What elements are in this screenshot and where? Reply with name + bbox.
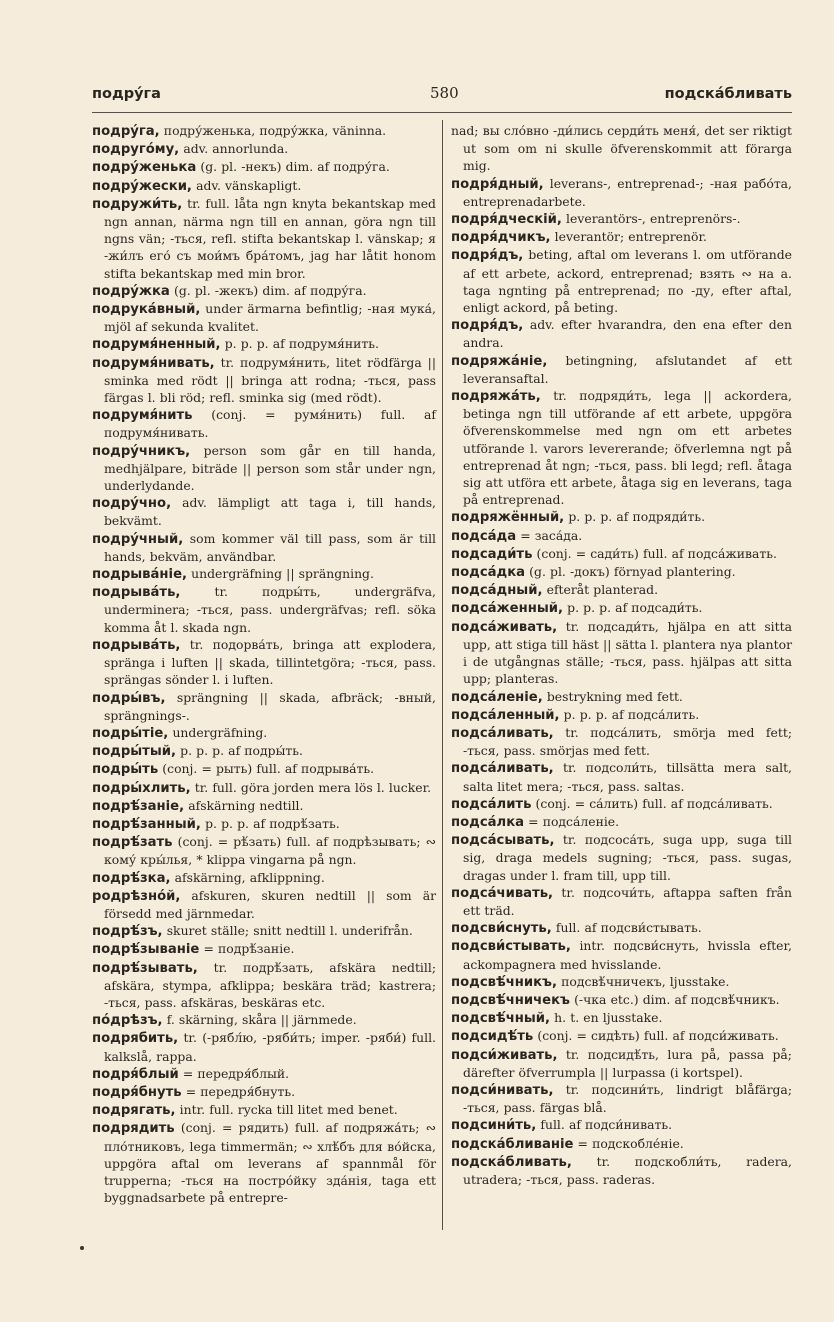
dictionary-entry: [451, 228, 792, 246]
entry-headword: подса́дка: [451, 565, 526, 581]
entry-definition: nad; вы сло́вно -ди́лись серди́ть меня́, det ser riktigt ut som om ni skulle öfverenskommit att förarga mig.: [451, 123, 792, 174]
header-right-word: подска́бливать: [664, 86, 792, 102]
dictionary-entry: [92, 940, 436, 958]
dictionary-entry: [92, 406, 436, 441]
entry-definition: tr. подса́лить, smörja med fett; -ться, pass. smörjas med fett.: [463, 724, 792, 759]
entry-headword: подсвѣ́чничекъ: [451, 992, 570, 1008]
entry-definition: p. p. p. af подры́ть.: [176, 743, 303, 759]
entry-headword: подру́жка: [92, 283, 170, 299]
entry-headword: подрѣ́зывать,: [92, 960, 198, 976]
dictionary-entry: [451, 246, 792, 316]
dictionary-entry: [451, 724, 792, 759]
right-column: [451, 122, 792, 1188]
entry-headword: подрумя́нить: [92, 408, 193, 424]
entry-definition: tr. подорва́ть, bringa att explodera, spränga i luften || skada, tillintetgöra; -ться, pass. sprängas sönder l. i luften.: [104, 636, 436, 688]
entry-headword: подса́ливать,: [451, 725, 554, 741]
entry-headword: подсини́ть,: [451, 1118, 537, 1134]
dictionary-entry: [92, 335, 436, 353]
entry-definition: skuret ställe; snitt nedtill l. underifrån.: [162, 923, 413, 939]
dictionary-entry: [92, 1119, 436, 1206]
entry-headword: подрумя́нивать,: [92, 355, 215, 371]
entry-headword: подрѣ́зъ,: [92, 924, 163, 940]
dictionary-entry: [451, 688, 792, 706]
entry-headword: подряжа́ть,: [451, 389, 541, 405]
entry-headword: подру́женька: [92, 160, 197, 176]
entry-definition: sprängning || skada, afbräck; -вный, sprängnings-.: [104, 689, 436, 723]
entry-headword: подса́дный,: [451, 583, 543, 599]
dictionary-entry: [92, 797, 436, 815]
entry-definition: (conj. = румя́нить) full. af подрумя́нивать.: [104, 407, 436, 441]
entry-definition: undergräfning.: [168, 724, 268, 740]
entry-headword: подря́блый: [92, 1066, 179, 1082]
entry-headword: подса́живать,: [451, 619, 558, 635]
entry-headword: родрѣзно́й,: [92, 888, 181, 904]
entry-headword: подсви́снуть,: [451, 921, 552, 937]
entry-definition: under ärmarna befintlig; -ная мука́, mjöl af sekunda kvalitet.: [104, 301, 436, 335]
entry-headword: подря́дческій,: [451, 212, 562, 228]
entry-headword: подру́жески,: [92, 178, 192, 194]
entry-headword: подря́бнуть: [92, 1084, 182, 1100]
dictionary-entry: [451, 387, 792, 508]
entry-definition: подру́женька, подру́жка, väninna.: [159, 123, 387, 138]
entry-headword: подру́чникъ,: [92, 443, 191, 459]
column-divider: [442, 120, 443, 1230]
entry-definition: full. af подси́нивать.: [536, 1117, 673, 1133]
entry-headword: подси́живать,: [451, 1047, 558, 1063]
dictionary-entry: [92, 122, 436, 140]
dictionary-entry: [451, 618, 792, 688]
page-header: [92, 82, 792, 112]
header-rule: [92, 112, 792, 113]
entry-headword: подры́тіе,: [92, 725, 169, 741]
dictionary-entry: [451, 937, 792, 972]
entry-definition: betingning, afslutandet af ett leveransaftal.: [463, 352, 792, 386]
entry-definition: adv. efter hvarandra, den ena efter den andra.: [463, 317, 792, 351]
header-left-word: подру́га: [92, 86, 161, 102]
entry-headword: подрыва́ть,: [92, 637, 181, 653]
dictionary-entry: [451, 991, 792, 1009]
entry-definition: (g. pl. -докъ) förnyad plantering.: [525, 564, 736, 580]
entry-definition: afskärning, afklippning.: [170, 869, 325, 885]
entry-headword: подря́дъ,: [451, 248, 524, 264]
entry-definition: p. p. p. af подса́лить.: [559, 706, 700, 722]
dictionary-entry: [451, 1027, 792, 1045]
dictionary-entry: [451, 122, 792, 175]
entry-headword: подры́хлить,: [92, 780, 191, 796]
dictionary-entry: [451, 1116, 792, 1134]
dictionary-entry: [92, 1101, 436, 1119]
entry-definition: (-чка etc.) dim. af подсвѣ́чникъ.: [569, 991, 780, 1007]
entry-headword: подрумя́ненный,: [92, 337, 221, 353]
entry-definition: tr. full. låta ngn knyta bekantskap med ngn annan, närma ngn till en annan, göra ngn till ngns vän; -ться, refl. stifta bekantskap l. vänskap; я -жи́лъ его́ съ мои́мъ бра́томъ, jag har låtit honom stifta bekantskap med min bror.: [104, 195, 436, 281]
page-number: 580: [430, 84, 459, 102]
dictionary-entry: [92, 833, 436, 868]
entry-headword: подры́ть: [92, 762, 159, 778]
dictionary-entry: [451, 759, 792, 794]
dictionary-entry: [92, 1065, 436, 1083]
entry-definition: tr. подсоса́ть, suga upp, suga till sig, draga medels sugning; -ться, pass. sugas, dragas under l. fram till, upp till.: [463, 832, 792, 883]
entry-headword: подру́га,: [92, 124, 160, 139]
dictionary-entry: [451, 316, 792, 351]
entry-definition: tr. подсини́ть, lindrigt blåfärga; -ться, pass. färgas blå.: [463, 1081, 792, 1116]
entry-headword: подса́чивать,: [451, 885, 554, 901]
entry-headword: по́дрѣзъ,: [92, 1013, 163, 1029]
dictionary-entry: [92, 494, 436, 529]
dictionary-entry: [92, 177, 436, 195]
entry-headword: подса́женный,: [451, 601, 564, 617]
entry-definition: = передря́блый.: [178, 1065, 290, 1081]
dictionary-entry: [451, 884, 792, 919]
dictionary-entry: [451, 527, 792, 545]
entry-headword: подрядить: [92, 1121, 175, 1137]
dictionary-entry: [451, 210, 792, 228]
dictionary-entry: [92, 922, 436, 940]
entry-headword: подрыва́ть,: [92, 585, 181, 601]
entry-definition: full. af подсви́стывать.: [551, 920, 702, 936]
entry-headword: подска́бливаніе: [451, 1136, 574, 1152]
entry-headword: подрѣ́зка,: [92, 870, 171, 886]
entry-headword: подры́въ,: [92, 690, 166, 706]
dictionary-entry: [92, 195, 436, 282]
entry-headword: подрябить,: [92, 1031, 179, 1047]
entry-headword: подса́ленный,: [451, 707, 560, 723]
entry-definition: intr. подсви́снуть, hvissla efter, ackompagnera med hvisslande.: [463, 938, 792, 972]
dictionary-entry: [92, 689, 436, 724]
dictionary-entry: [92, 959, 436, 1012]
entry-definition: som kommer väl till pass, som är till hands, bekväm, användbar.: [104, 530, 436, 564]
entry-headword: подрѣ́зываніе: [92, 942, 200, 958]
dictionary-entry: [451, 813, 792, 831]
dictionary-entry: [92, 565, 436, 583]
entry-headword: подска́бливать,: [451, 1154, 572, 1170]
dictionary-entry: [451, 1046, 792, 1081]
entry-definition: tr. подсидѣ́ть, lura på, passa på; därefter öfverrumpla || lurpassa (i kortspel).: [463, 1046, 792, 1080]
dictionary-entry: [451, 1081, 792, 1116]
left-column: [92, 122, 436, 1206]
dictionary-entry: [92, 887, 436, 922]
entry-headword: подрука́вный,: [92, 302, 201, 318]
entry-definition: p. p. p. af подрѣ́зать.: [200, 815, 340, 831]
entry-definition: adv. vänskapligt.: [191, 177, 302, 193]
entry-definition: p. p. p. af подсади́ть.: [563, 600, 703, 616]
entry-definition: tr. подсоли́ть, tillsätta mera salt, salta litet mera; -ться, pass. saltas.: [463, 760, 792, 794]
entry-headword: подса́лка: [451, 814, 525, 830]
entry-headword: подряжённый,: [451, 510, 565, 526]
entry-definition: tr. (-рябл́ю, -ряби́ть; imper. -ряби́) full. kalkslå, rappa.: [104, 1030, 436, 1064]
dictionary-entry: [451, 706, 792, 724]
entry-definition: leverantörs-, entreprenörs-.: [561, 211, 741, 227]
entry-headword: подсидѣ́ть: [451, 1029, 534, 1045]
entry-headword: подса́да: [451, 528, 517, 544]
dictionary-entry: [92, 1029, 436, 1064]
dictionary-entry: [92, 636, 436, 689]
entry-headword: подру́чно,: [92, 496, 172, 512]
dictionary-entry: [92, 742, 436, 760]
entry-definition: tr. подряди́ть, lega || ackordera, betinga ngn till utförande af ett arbete, uppgöra öfverenskommelse med ngn om ett arbetes utförande l. varors levererande; öfverlemna ngt på entreprenad åt ngn; -ться, pass. bli legd; refl. åtaga sig att utföra ett arbete, åtaga sig en leverans, taga på entreprenad.: [463, 388, 792, 508]
dictionary-entry: [92, 442, 436, 495]
entry-headword: подса́лить: [451, 796, 532, 812]
entry-definition: adv. lämpligt att taga i, till hands, bekvämt.: [104, 495, 436, 529]
dictionary-entry: [92, 1011, 436, 1029]
dictionary-entry: [451, 545, 792, 563]
entry-definition: (g. pl. -некъ) dim. af подру́га.: [196, 159, 390, 175]
entry-headword: подсади́ть: [451, 546, 533, 562]
entry-definition: tr. подрумя́нить, litet rödfärga || sminka med rödt || bringa att rodna; -ться, pass färgas l. bli röd; refl. sminka sig (med rödt).: [104, 354, 436, 406]
entry-definition: tr. подры́ть, undergräfva, underminera; -ться, pass. undergräfvas; refl. söka komma åt l. skada ngn.: [104, 584, 436, 635]
dictionary-entry: [92, 354, 436, 407]
dictionary-entry: [92, 1083, 436, 1101]
entry-definition: beting, aftal om leverans l. om utförande af ett arbete, ackord, entreprenad; взять ∾ на а. taga ngnting på entreprenad; по -ду, efter aftal, enligt ackord, på beting.: [463, 247, 792, 316]
dictionary-entry: [451, 1135, 792, 1153]
entry-headword: подса́леніе,: [451, 689, 543, 705]
entry-definition: adv. annorlunda.: [179, 141, 289, 157]
entry-headword: подря́дъ,: [451, 318, 524, 334]
dictionary-entry: [451, 175, 792, 210]
dictionary-entry: [451, 581, 792, 599]
entry-definition: = подрѣ́заніе.: [199, 941, 295, 957]
entry-definition: p. p. p. af подрумя́нить.: [220, 336, 379, 352]
entry-definition: undergräfning || sprängning.: [187, 566, 374, 582]
entry-headword: подруго́му,: [92, 142, 180, 158]
dictionary-entry: [451, 919, 792, 937]
entry-definition: (conj. = сидѣть) full. af подси́живать.: [533, 1028, 779, 1044]
dictionary-entry: [451, 563, 792, 581]
entry-headword: подрѣ́зать: [92, 835, 173, 851]
entry-definition: p. p. p. af подряди́ть.: [564, 509, 706, 525]
entry-headword: подрыва́ніе,: [92, 567, 188, 583]
dictionary-entry: [92, 869, 436, 887]
entry-definition: intr. full. rycka till litet med benet.: [175, 1102, 398, 1118]
dictionary-entry: [92, 300, 436, 335]
entry-definition: (conj. = са́лить) full. af подса́ливать.: [531, 795, 773, 811]
entry-headword: подрѣ́занный,: [92, 816, 201, 832]
entry-headword: подру́чный,: [92, 531, 184, 547]
entry-definition: = передря́бнуть.: [181, 1083, 296, 1099]
entry-definition: tr. full. göra jorden mera lös l. lucker.: [190, 779, 432, 795]
entry-definition: (conj. = рядить) full. af подряжа́ть; ∾ пло́тниковъ, lega timmermän; ∾ хлѣ́бъ для во́йска, uppgöra aftal om leverans af spannmål för trupperna; -ться на постро́йку зда́нія, taga ett byggnadsarbete på entrepre-: [104, 1120, 436, 1206]
entry-headword: подрягать,: [92, 1103, 176, 1119]
entry-definition: bestrykning med fett.: [542, 688, 683, 704]
entry-definition: f. skärning, skåra || järnmede.: [162, 1012, 357, 1028]
entry-definition: person som går en till handa, medhjälpare, biträde || person som står under ngn, underlydande.: [104, 442, 436, 494]
entry-headword: подса́ливать,: [451, 761, 554, 777]
entry-definition: leverans-, entreprenad-; -ная рабо́та, entreprenadarbete.: [463, 175, 792, 209]
dictionary-entry: [92, 158, 436, 176]
entry-definition: (conj. = рыть) full. af подрыва́ть.: [158, 761, 375, 777]
entry-definition: (g. pl. -жекъ) dim. af подру́га.: [169, 282, 367, 298]
entry-definition: (conj. = рѣ́зать) full. af подрѣзывать; ∾ кому́ кры́лья, * klippa vingarna på ngn.: [104, 834, 436, 868]
entry-headword: подрѣ́заніе,: [92, 798, 185, 814]
dictionary-entry: [92, 282, 436, 300]
dictionary-entry: [451, 1009, 792, 1027]
dictionary-entry: [451, 599, 792, 617]
entry-headword: подря́дный,: [451, 176, 544, 192]
entry-definition: tr. подсади́ть, hjälpa en att sitta upp, att stiga till häst || sätta l. plantera nya plantor i de utgångnas ställe; -ться, pass. hjälpas att sitta upp; planteras.: [463, 618, 792, 687]
entry-definition: afskuren, skuren nedtill || som är försedd med järnmedar.: [104, 887, 436, 921]
entry-definition: (conj. = сади́ть) full. af подса́живать.: [532, 545, 777, 561]
entry-headword: подружи́ть,: [92, 196, 183, 212]
entry-headword: подсвѣ́чникъ,: [451, 974, 557, 990]
margin-dot: [80, 1246, 84, 1250]
entry-definition: = подса́леніе.: [524, 813, 620, 829]
entry-definition: = заса́да.: [516, 527, 583, 543]
dictionary-entry: [451, 973, 792, 991]
entry-definition: afskärning nedtill.: [184, 797, 304, 813]
entry-definition: = подскобле́ніе.: [573, 1135, 684, 1151]
entry-definition: tr. подскобли́ть, radera, utradera; -ться, pass. raderas.: [463, 1153, 792, 1187]
entry-definition: tr. подсочи́ть, aftappa saften från ett träd.: [463, 884, 792, 918]
dictionary-entry: [92, 140, 436, 158]
entry-headword: подса́сывать,: [451, 833, 555, 849]
entry-definition: leverantör; entreprenör.: [550, 229, 707, 245]
entry-headword: подря́дчикъ,: [451, 230, 551, 246]
dictionary-entry: [92, 760, 436, 778]
dictionary-entry: [451, 352, 792, 387]
entry-headword: подсвѣ́чный,: [451, 1011, 551, 1027]
entry-headword: подси́нивать,: [451, 1082, 554, 1098]
dictionary-entry: [92, 583, 436, 636]
entry-headword: подряжа́ніе,: [451, 353, 548, 369]
dictionary-entry: [92, 815, 436, 833]
entry-definition: h. t. en ljusstake.: [550, 1010, 663, 1026]
entry-definition: подсвѣ́чничекъ, ljusstake.: [556, 973, 730, 989]
dictionary-entry: [92, 530, 436, 565]
dictionary-entry: [92, 779, 436, 797]
entry-definition: tr. подрѣ́зать, afskära nedtill; afskära, stympa, afklippa; beskära träd; kastrera; -ться, pass. afskäras, beskäras etc.: [104, 959, 436, 1010]
dictionary-entry: [451, 508, 792, 526]
entry-headword: подры́тый,: [92, 744, 177, 760]
entry-headword: подсви́стывать,: [451, 939, 571, 955]
dictionary-entry: [451, 831, 792, 884]
dictionary-entry: [451, 1153, 792, 1188]
dictionary-entry: [92, 724, 436, 742]
dictionary-entry: [451, 795, 792, 813]
entry-definition: efteråt planterad.: [542, 582, 659, 598]
